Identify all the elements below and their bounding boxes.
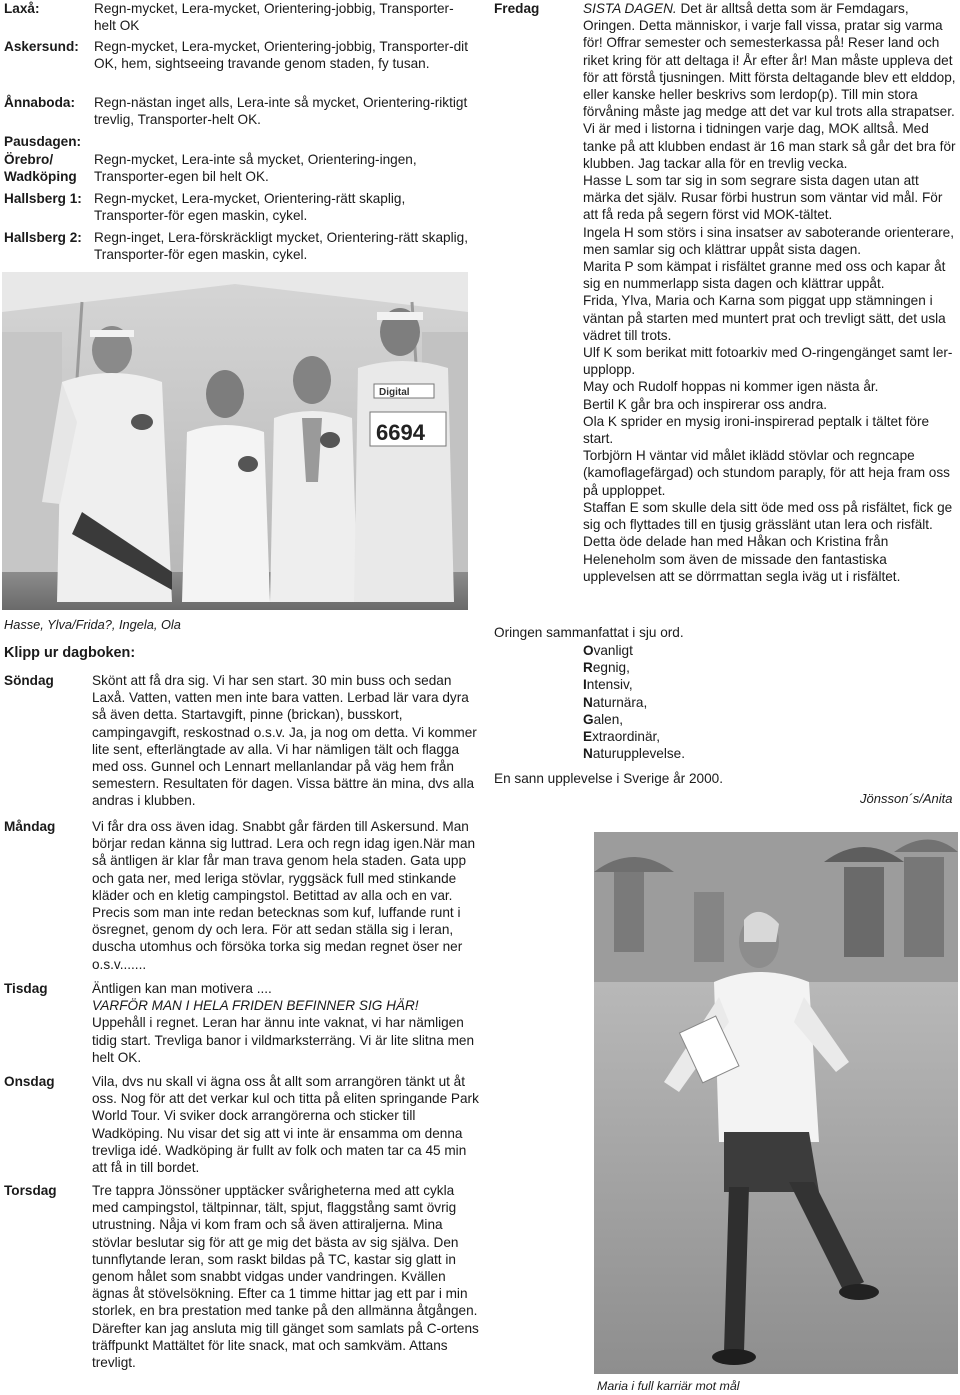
- friday-day: Fredag: [494, 1, 540, 16]
- region-place: Askersund:: [4, 39, 79, 54]
- region-row: [4, 0, 474, 34]
- diary-day: Onsdag: [4, 1074, 55, 1089]
- diary-text: Uppehåll i regnet. Leran har ännu inte vaknat, vi har nämligen tidig start. Trevliga banor i vildmarksterräng. Vi är lite slitna men helt OK.: [92, 1015, 475, 1065]
- region-row: [4, 38, 474, 90]
- group-photo-image: [2, 272, 468, 610]
- diary-day: Tisdag: [4, 981, 48, 996]
- summary-word: Naturupplevelse.: [583, 746, 686, 762]
- bib-number: 6694: [376, 420, 425, 445]
- runner-photo-caption: Maria i full karriär mot mål: [597, 1379, 740, 1393]
- diary-day: Torsdag: [4, 1183, 57, 1198]
- region-place: Hallsberg 1:: [4, 191, 82, 206]
- diary-text: Äntligen kan man motivera ....: [92, 981, 272, 996]
- region-row: [4, 190, 474, 224]
- region-text: Regn-nästan inget alls, Lera-inte så mycket, Orientering-riktigt trevlig, Transporter-helt OK.: [94, 95, 468, 128]
- friday-paragraph: Bertil K går bra och inspirerar oss andra.: [583, 396, 828, 412]
- diary-entry-tisdag: [4, 980, 480, 1072]
- region-text: Regn-inget, Lera-förskräckligt mycket, Orientering-rätt skaplig, Transporter-för egen maskin, cykel.: [94, 230, 468, 263]
- diary-text: Vila, dvs nu skall vi ägna oss åt allt som arrangören tänkt ut åt oss. Nog för att det verkar kul och titta på eliten springande Park World Tour. Vi sviker dock arrangörerna och sticker till Wadköping. Nu visar det sig att vi inte är ensamma om denna trevliga idé. Wadköping är fullt av folk och maten tar ca 45 min att få in till bordet.: [92, 1074, 479, 1176]
- summary-word: Intensiv,: [583, 677, 633, 693]
- region-place: Pausdagen:: [4, 134, 82, 149]
- region-text: Regn-mycket, Lera-mycket, Orientering-rätt skaplig, Transporter-för egen maskin, cykel.: [94, 191, 406, 224]
- diary-heading: Klipp ur dagboken:: [4, 645, 136, 661]
- diary-entry-mandag: [4, 818, 480, 978]
- friday-paragraph: Marita P som kämpat i risfältet granne med oss och kapar åt sig en nummerlapp sista dagen och klättrar uppåt.: [583, 259, 946, 292]
- region-row: [4, 151, 474, 185]
- friday-paragraph: Staffan E som skulle dela sitt öde med oss på risfältet, fick ge sig och flyttades till en tjusig grässlänt utan lera och risfält. Detta öde delade han med Håkan och Kristina från Heleneholm som även de missade den fantastiska upplevelsen att se dörrmattan segla iväg ut i risfältet.: [583, 499, 953, 584]
- region-text: Regn-mycket, Lera-mycket, Orientering-jobbig, Transporter-helt OK: [94, 1, 454, 34]
- summary-word: Ovanligt: [583, 643, 633, 658]
- summary-closing: En sann upplevelse i Sverige år 2000.: [494, 771, 723, 786]
- region-text: Regn-mycket, Lera-mycket, Orientering-jobbig, Transporter-dit OK, hem, sightseeing travande genom staden, fy tusan.: [94, 39, 468, 72]
- diary-entry-sondag: [4, 672, 480, 816]
- diary-day: Måndag: [4, 819, 56, 834]
- friday-paragraph: May och Rudolf hoppas ni kommer igen nästa år.: [583, 379, 879, 395]
- diary-text: Skönt att få dra sig. Vi har sen start. 30 min buss och sedan Laxå. Vatten, vatten men inte bara vatten. Lerbad lär vara dyra så även detta. Startavgift, pinne (brickan), busskort, campingavgift, reskostnad o.s.v. Ja, ja nog om detta. Vi kommer lite sent, efterlängtade av alla. Vi har nämligen tält och flagga med oss. Gunnel och Lennart mellanlandar på väg hem från semestern. Resultaten för dagen. Vissa bättre än mina, dvs alla andras i klubben.: [92, 673, 477, 809]
- summary-intro: Oringen sammanfattat i sju ord.: [494, 625, 684, 640]
- region-place: Hallsberg 2:: [4, 230, 82, 245]
- friday-paragraph: Ingela H som störs i sina insatser av saboterande orienterare, men samlar sig och klättrar uppåt sista dagen.: [583, 224, 954, 257]
- sponsor-label: Digital: [379, 387, 410, 398]
- region-place: Örebro/ Wadköping: [4, 152, 77, 185]
- summary-word: Galen,: [583, 711, 624, 727]
- friday-paragraph: Frida, Ylva, Maria och Karna som piggat upp stämningen i väntan på starten med muntert prat och trevligt sätt, det usla vädret till trots.: [583, 293, 946, 343]
- friday-paragraph: Torbjörn H väntar vid målet iklädd stövlar och regncape (kamoflagefärgad) och stundom paraply, för att heja fram oss på upploppet.: [583, 448, 950, 498]
- friday-paragraph: Ola K sprider en mysig ironi-inspirerad peptalk i tältet före start.: [583, 413, 930, 447]
- friday-body: [583, 0, 959, 585]
- friday-lead: SISTA DAGEN.: [583, 1, 677, 16]
- friday-paragraph: Hasse L som tar sig in som segrare sista dagen utan att märka det själv. Rusar förbi hustrun som väntar vid mål. För att få reda på segern först vid MOK-tältet.: [583, 173, 943, 223]
- diary-entry-torsdag: [4, 1182, 480, 1394]
- summary-word: Regnig,: [583, 660, 630, 676]
- summary-words: [583, 642, 803, 762]
- friday-paragraph: Vi är med i listorna i tidningen varje dag, MOK alltså. Med tanke på att klubben endast är 16 man stark så går det bra för klubben. Jag tackar alla för en trevlig vecka.: [583, 121, 956, 171]
- region-place: Ånnaboda:: [4, 95, 75, 110]
- summary-word: Naturnära,: [583, 694, 648, 710]
- diary-entry-onsdag: [4, 1073, 480, 1181]
- friday-paragraph: Det är alltså detta som är Femdagars, Oringen. Detta människor, i varje fall vissa, pratar sig varma för! Offrar semester och semesterkassa på! Reser land och riket kring för att deltaga i! År efter år! Man måste uppleva det för att förstå tjusningen. Mitt första deltagande blev ett elddop, eller kanske heller beskrivs som lerdop(p). Till min stora förvåning måste jag medge att det var kul trots alla strapatser.: [583, 1, 956, 120]
- signature: Jönsson´s/Anita: [860, 791, 953, 806]
- summary-word: Extraordinär,: [583, 729, 661, 745]
- region-place: Laxå:: [4, 1, 40, 16]
- group-photo: [2, 272, 468, 610]
- region-row: [4, 229, 474, 263]
- runner-photo-image: [594, 832, 958, 1374]
- diary-text: Tre tappra Jönssöner upptäcker svårigheterna med att cykla med campingstol, tältpinnar, tält, spjut, flaggstång samt övrig utrustning. Nåja vi kom fram och så även attiraljerna. Mina stövlar beslutar sig för att ge mig det bästa av sig själva. Den tunnflytande leran, som raskt bildas på TC, kastar sig glatt in genom hålet som snabbt vidgas under vandringen. Kvällen ägnas åt stövelsökning. Efter ca 1 timme hittar jag ett par i min storlek, en bra prestation med tanke på den allmänna åtgången. Därefter kan jag ansluta mig till gänget som samlats på C-ortens träffpunkt Mattältet för lite snack, mat och samkväm. Attans trevligt.: [92, 1183, 479, 1371]
- region-row: [4, 94, 474, 128]
- runner-photo: [594, 832, 958, 1374]
- diary-emphasis: VARFÖR MAN I HELA FRIDEN BEFINNER SIG HÄR!: [92, 998, 419, 1014]
- region-text: Regn-mycket, Lera-inte så mycket, Orientering-ingen, Transporter-egen bil helt OK.: [94, 152, 417, 185]
- friday-paragraph: Ulf K som berikat mitt fotoarkiv med O-ringengänget samt ler-upplopp.: [583, 345, 953, 378]
- region-row: [4, 133, 474, 151]
- diary-day: Söndag: [4, 673, 54, 688]
- diary-text: Vi får dra oss även idag. Snabbt går färden till Askersund. Man börjar redan känna sig luttrad. Lera och regn idag igen.När man så äntligen är klar får man trava genom hela staden. Gata upp och gata ner, med leriga stövlar, ryggsäck full med stinkande kläder och en kletig campingstol. Betittad av alla och en var. Precis som man inte redan betecknas som kuf, luffande runt i ösregnet, genom dy och lera. För att sedan ställa sig i leran, duscha utomhus och försöka torka sig medan regnet öser ner o.s.v.......: [92, 819, 476, 972]
- group-photo-caption: Hasse, Ylva/Frida?, Ingela, Ola: [4, 617, 181, 632]
